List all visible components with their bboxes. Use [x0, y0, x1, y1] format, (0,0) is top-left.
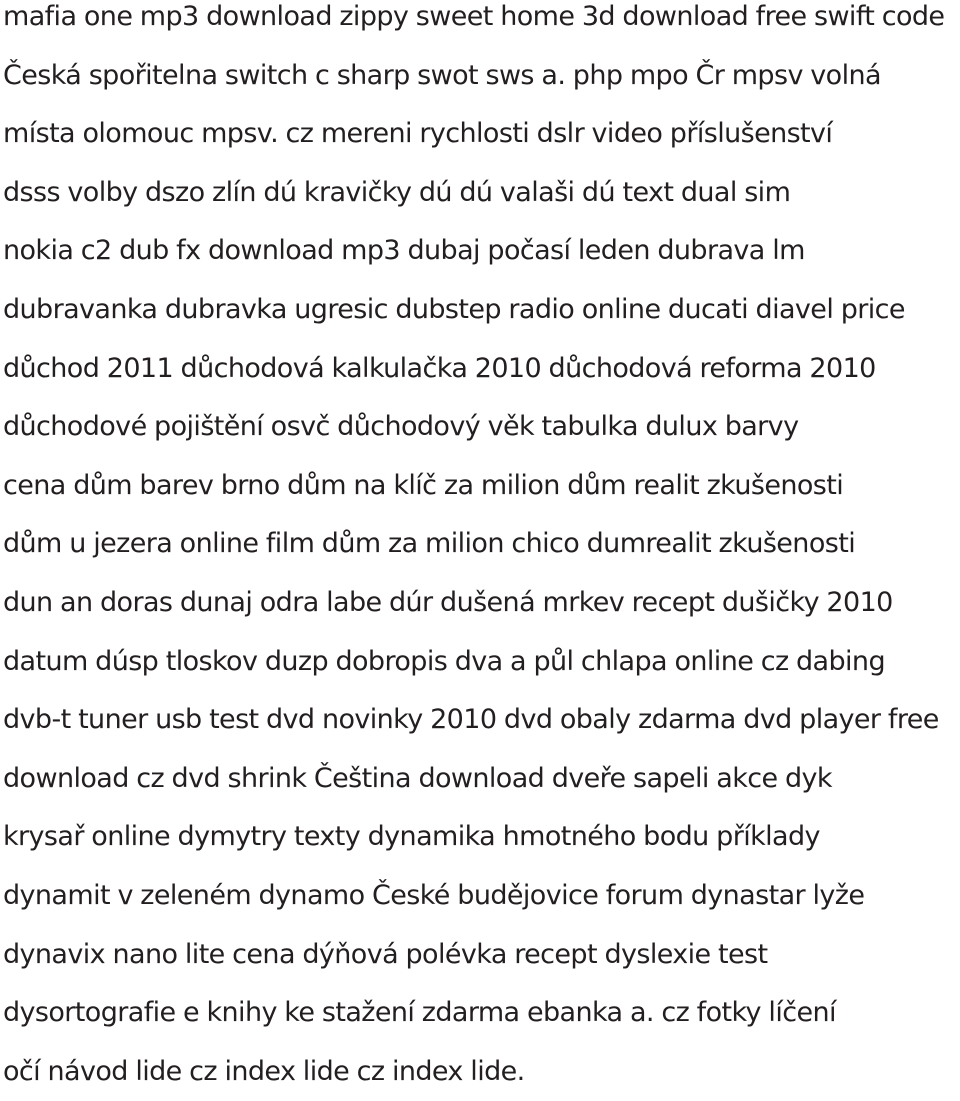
text-line-9: cena dům barev brno dům na klíč za milion dům realit zkušenosti [3, 469, 844, 501]
text-line-5: nokia c2 dub fx download mp3 dubaj počasí leden dubrava lm [3, 235, 805, 267]
text-line-13: dvb-t tuner usb test dvd novinky 2010 dvd obaly zdarma dvd player free [3, 704, 939, 736]
text-line-3: místa olomouc mpsv. cz mereni rychlosti dslr video příslušenství [3, 118, 833, 150]
text-line-10: dům u jezera online film dům za milion chico dumrealit zkušenosti [3, 528, 856, 560]
text-line-15: krysař online dymytry texty dynamika hmotného bodu příklady [3, 821, 820, 853]
text-line-16: dynamit v zeleném dynamo České budějovice forum dynastar lyže [3, 879, 865, 911]
text-line-12: datum dúsp tloskov duzp dobropis dva a půl chlapa online cz dabing [3, 645, 885, 677]
text-line-14: download cz dvd shrink Čeština download dveře sapeli akce dyk [3, 762, 832, 794]
text-line-4: dsss volby dszo zlín dú kravičky dú dú valaši dú text dual sim [3, 176, 791, 208]
text-line-11: dun an doras dunaj odra labe dúr dušená mrkev recept dušičky 2010 [3, 586, 893, 618]
text-line-2: Česká spořitelna switch c sharp swot sws a. php mpo Čr mpsv volná [3, 59, 881, 91]
text-line-6: dubravanka dubravka ugresic dubstep radio online ducati diavel price [3, 293, 905, 325]
text-line-1: mafia one mp3 download zippy sweet home 3d download free swift code [3, 1, 945, 32]
text-line-19: očí návod lide cz index lide cz index lide. [3, 1055, 525, 1087]
text-line-8: důchodové pojištění osvč důchodový věk tabulka dulux barvy [3, 411, 799, 443]
text-line-18: dysortografie e knihy ke stažení zdarma ebanka a. cz fotky líčení [3, 997, 836, 1029]
text-line-17: dynavix nano lite cena dýňová polévka recept dyslexie test [3, 938, 768, 970]
text-line-7: důchod 2011 důchodová kalkulačka 2010 důchodová reforma 2010 [3, 352, 876, 384]
